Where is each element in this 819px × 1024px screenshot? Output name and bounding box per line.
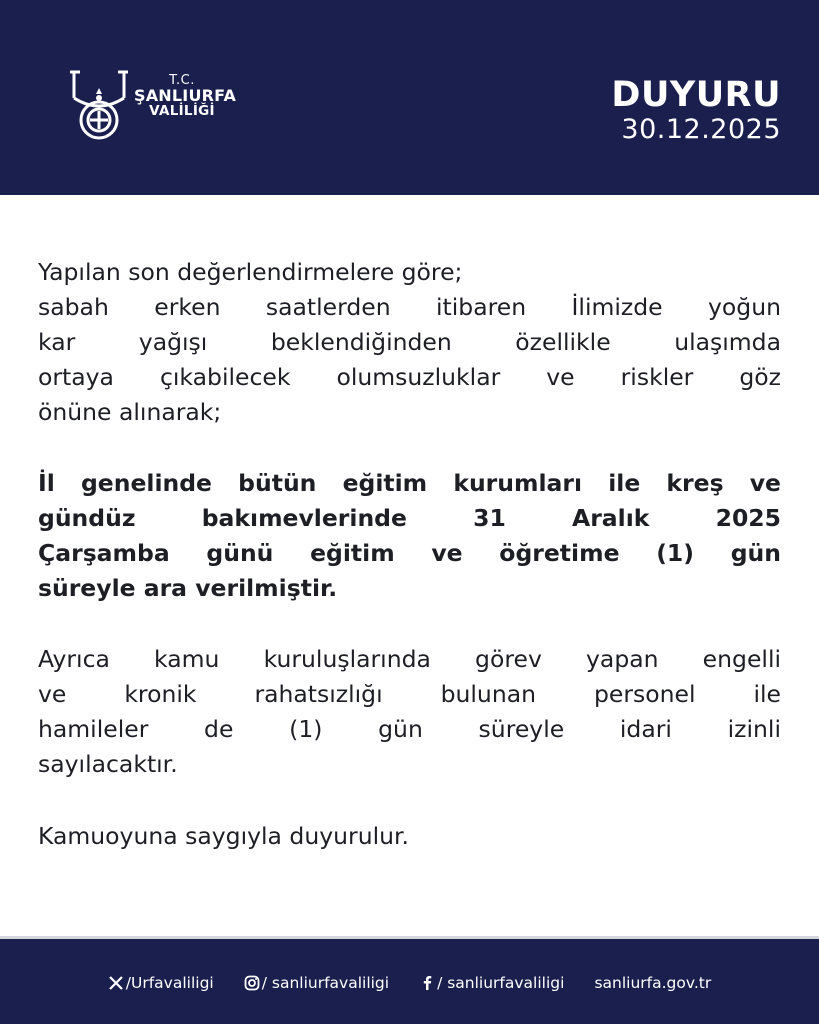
footer-banner [0, 936, 819, 1024]
logo-text [134, 73, 237, 120]
announcement-body [38, 255, 781, 854]
instagram-link[interactable] [244, 974, 389, 992]
text-line: kar yağışı beklendiğinden özellikle ulaşımda [38, 328, 781, 356]
logo-line-valilik: VALİLİĞİ [149, 103, 215, 120]
website-url: sanliurfa.gov.tr [594, 974, 712, 992]
logo-line-tc: T.C. [169, 73, 195, 88]
instagram-icon [244, 975, 260, 991]
instagram-handle: / sanliurfavaliligi [261, 974, 390, 992]
text-line: sayılacaktır. [38, 750, 178, 778]
announcement-title-block [611, 76, 781, 146]
text-line: önüne alınarak; [38, 398, 222, 426]
paragraph-leave [38, 642, 781, 782]
x-link[interactable] [108, 974, 214, 992]
logo-line-city: ŞANLIURFA [134, 85, 237, 105]
closing-line: Kamuoyuna saygıyla duyurulur. [38, 822, 409, 850]
paragraph-intro [38, 255, 781, 430]
text-line: İl genelinde bütün eğitim kurumları ile kreş ve [38, 469, 781, 497]
x-icon [108, 975, 124, 991]
valilik-logo [68, 68, 238, 144]
facebook-icon [419, 975, 435, 991]
paragraph-decision [38, 466, 781, 606]
announcement-title: DUYURU [611, 75, 781, 115]
header-banner [0, 0, 819, 195]
facebook-link[interactable] [419, 974, 564, 992]
announcement-date: 30.12.2025 [621, 114, 781, 145]
text-line: gündüz bakımevlerinde 31 Aralık 2025 [38, 504, 781, 532]
text-line: Ayrıca kamu kuruluşlarında görev yapan engelli [38, 645, 781, 673]
text-line: Çarşamba günü eğitim ve öğretime (1) gün [38, 539, 781, 567]
text-line: Yapılan son değerlendirmelere göre; [38, 258, 463, 286]
text-line: ve kronik rahatsızlığı bulunan personel ile [38, 680, 781, 708]
website-link[interactable] [594, 974, 711, 992]
emblem-icon [68, 68, 130, 142]
x-handle: /Urfavaliligi [125, 974, 214, 992]
text-line: ortaya çıkabilecek olumsuzluklar ve riskler göz [38, 363, 781, 391]
text-line: süreyle ara verilmiştir. [38, 574, 338, 602]
text-line: sabah erken saatlerden itibaren İlimizde yoğun [38, 293, 781, 321]
paragraph-closing [38, 819, 781, 854]
facebook-handle: / sanliurfavaliligi [437, 974, 565, 992]
text-line: hamileler de (1) gün süreyle idari izinli [38, 715, 781, 743]
social-links [0, 971, 819, 995]
